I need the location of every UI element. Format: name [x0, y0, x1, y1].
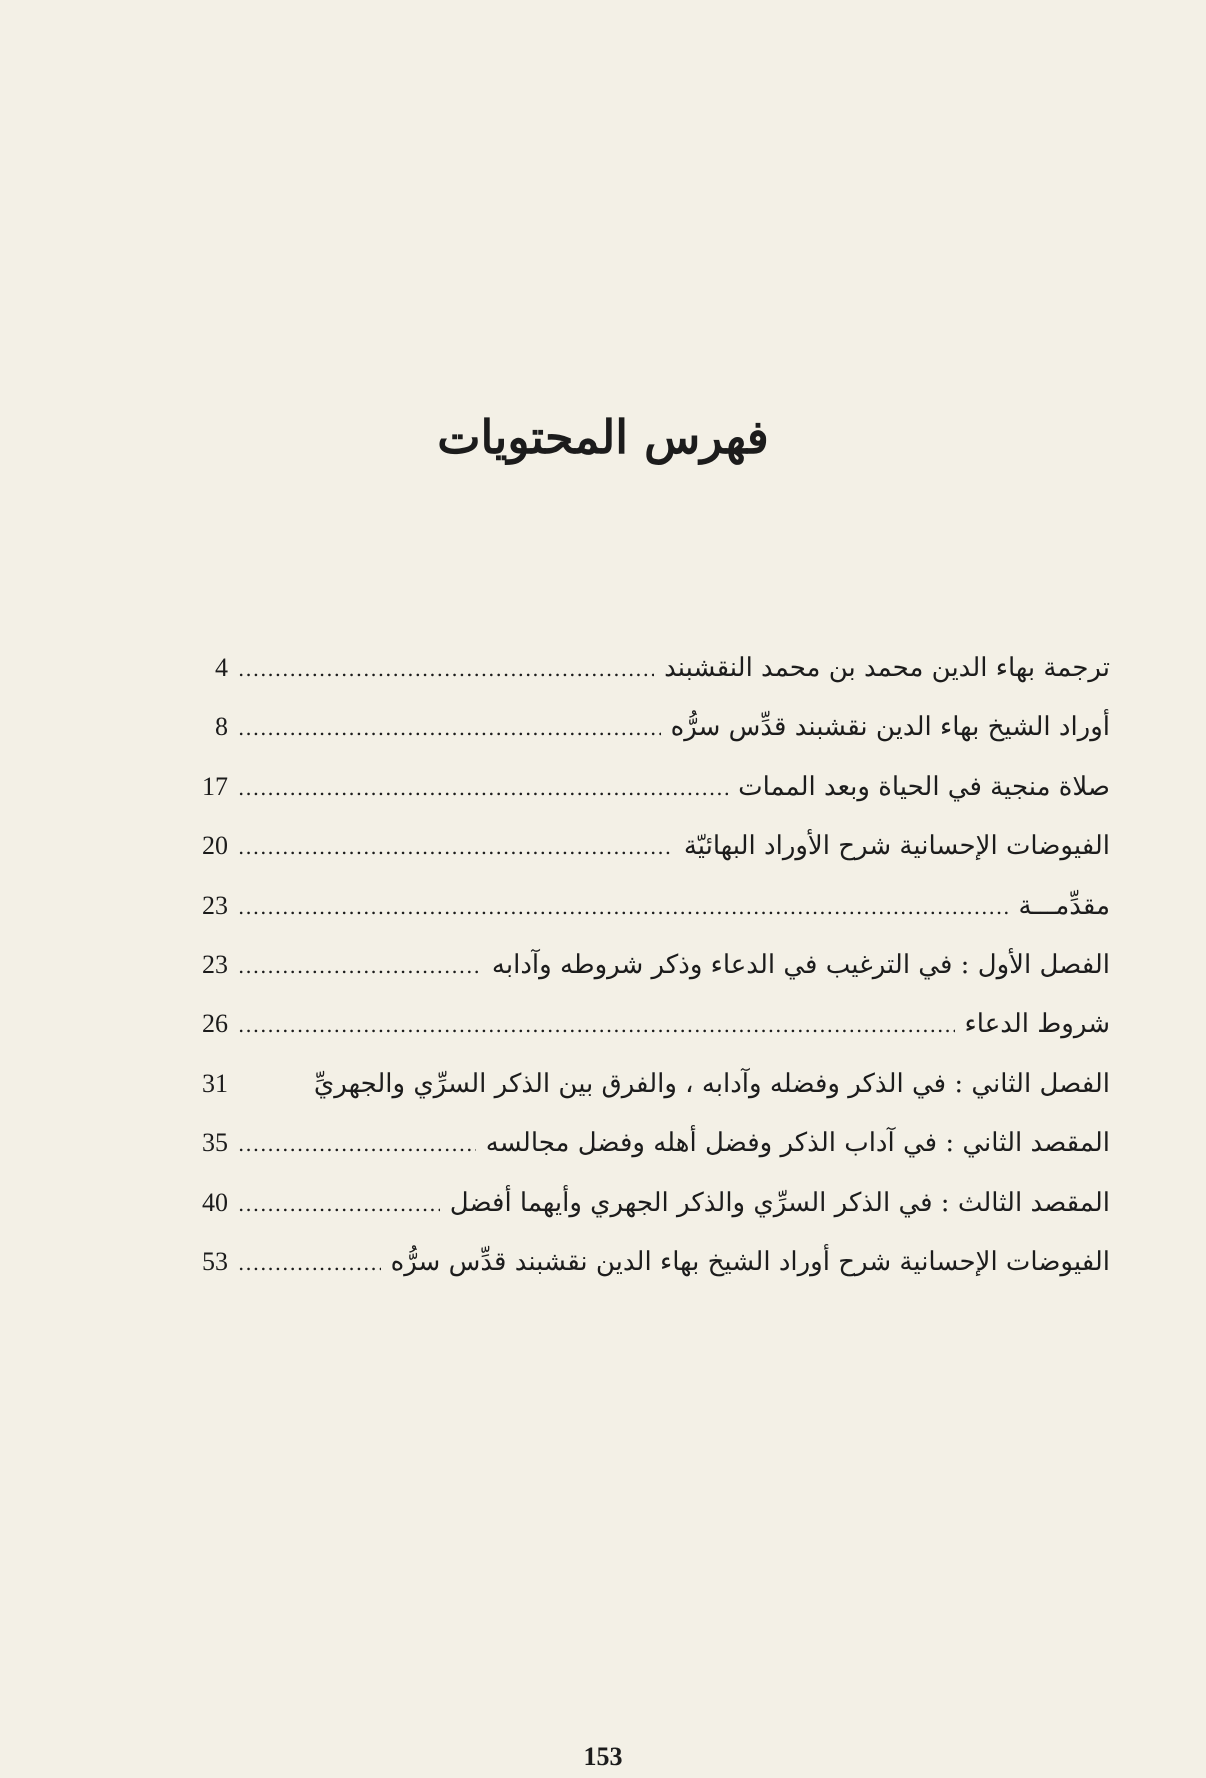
toc-entry[interactable]: [180, 638, 1110, 697]
toc-entry[interactable]: [180, 935, 1110, 994]
toc-entry-title: الفصل الثاني : في الذكر وفضله وآدابه ، والفرق بين الذكر السرِّي والجهريِّ: [313, 1068, 1110, 1099]
toc-entry[interactable]: [180, 876, 1110, 935]
page-title: فهرس المحتويات: [437, 410, 769, 464]
toc-entry[interactable]: [180, 697, 1110, 756]
toc-entry-title: مقدِّمـــة: [1018, 890, 1110, 921]
dot-leader: [238, 759, 728, 818]
dot-leader: [238, 937, 482, 996]
dot-leader: [238, 878, 1009, 937]
toc-entry[interactable]: [180, 757, 1110, 816]
toc-entry-page: 53: [202, 1246, 228, 1276]
toc-entry[interactable]: [180, 1113, 1110, 1172]
dot-leader: [238, 818, 674, 877]
toc-entry-title: الفيوضات الإحسانية شرح الأوراد البهائيّة: [683, 831, 1110, 862]
toc-entry[interactable]: [180, 994, 1110, 1053]
dot-leader: [238, 1115, 476, 1174]
toc-entry[interactable]: [180, 1232, 1110, 1291]
toc-entry-page: 35: [202, 1128, 228, 1158]
toc-entry[interactable]: [180, 1173, 1110, 1232]
dot-leader: [238, 1175, 440, 1234]
dot-leader: [238, 996, 955, 1055]
toc-entry-title: المقصد الثالث : في الذكر السرِّي والذكر الجهري وأيهما أفضل: [449, 1187, 1110, 1218]
toc-entry-page: 23: [202, 949, 228, 979]
table-of-contents: [180, 638, 1110, 1291]
dot-leader: [238, 699, 661, 758]
toc-entry-page: 23: [202, 890, 228, 920]
toc-entry-title: شروط الدعاء: [964, 1009, 1110, 1040]
toc-entry-page: 20: [202, 831, 228, 861]
toc-entry-page: 17: [202, 771, 228, 801]
toc-entry-title: أوراد الشيخ بهاء الدين نقشبند قدِّس سرُّه: [670, 712, 1110, 743]
toc-entry-page: 8: [215, 712, 228, 742]
toc-entry-title: صلاة منجية في الحياة وبعد الممات: [738, 771, 1110, 802]
toc-entry-page: 26: [202, 1009, 228, 1039]
page-number: 153: [583, 1742, 623, 1771]
toc-entry[interactable]: [180, 1054, 1110, 1113]
dot-leader: [238, 1234, 381, 1293]
dot-leader: [238, 640, 654, 699]
toc-entry[interactable]: [180, 816, 1110, 875]
toc-entry-page: 4: [215, 653, 228, 682]
toc-entry-title: ترجمة بهاء الدين محمد بن محمد النقشبند: [664, 653, 1110, 683]
toc-entry-page: 31: [202, 1068, 228, 1098]
toc-entry-title: المقصد الثاني : في آداب الذكر وفضل أهله وفضل مجالسه: [485, 1128, 1110, 1159]
toc-entry-title: الفصل الأول : في الترغيب في الدعاء وذكر شروطه وآدابه: [491, 949, 1110, 980]
toc-entry-page: 40: [202, 1187, 228, 1217]
toc-entry-title: الفيوضات الإحسانية شرح أوراد الشيخ بهاء الدين نقشبند قدِّس سرُّه: [390, 1246, 1110, 1277]
